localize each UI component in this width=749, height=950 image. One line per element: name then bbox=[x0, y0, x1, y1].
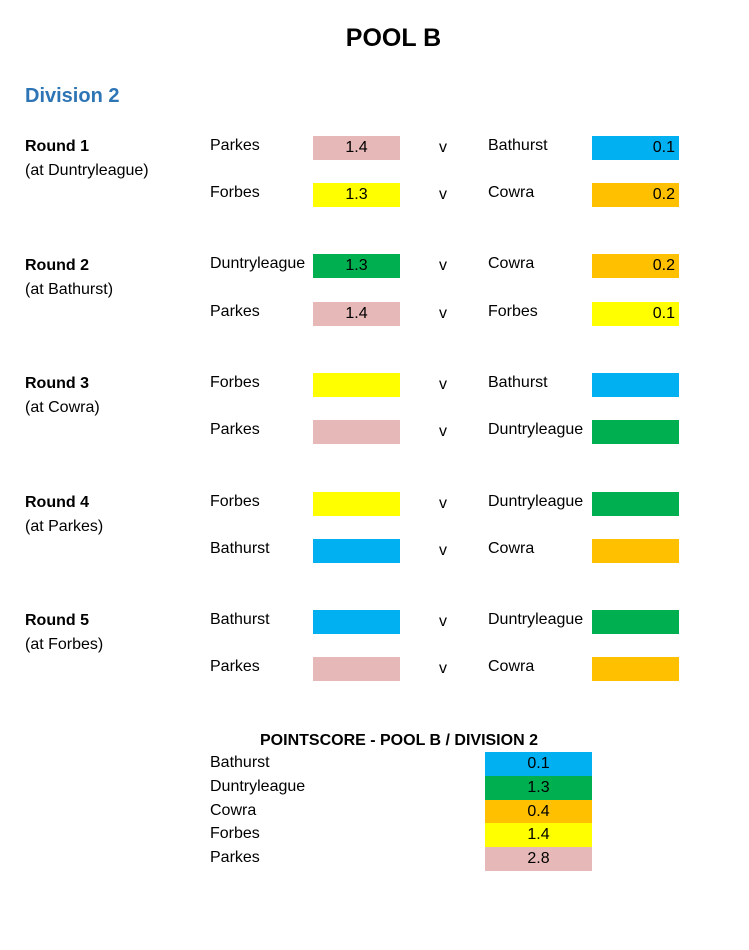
round-location: (at Parkes) bbox=[25, 518, 104, 535]
away-team: Forbes bbox=[488, 303, 538, 320]
away-score bbox=[592, 610, 679, 634]
home-score bbox=[313, 492, 400, 516]
match bbox=[210, 302, 690, 326]
pointscore-row bbox=[210, 776, 595, 800]
home-team: Forbes bbox=[210, 374, 260, 391]
home-score bbox=[313, 420, 400, 444]
away-team: Duntryleague bbox=[488, 611, 584, 628]
versus-label: v bbox=[439, 186, 447, 203]
round-location: (at Forbes) bbox=[25, 636, 104, 653]
versus-label: v bbox=[439, 423, 447, 440]
pointscore-team: Parkes bbox=[210, 849, 260, 866]
home-team: Forbes bbox=[210, 493, 260, 510]
round-2 bbox=[25, 257, 210, 377]
round-location: (at Bathurst) bbox=[25, 281, 114, 298]
round-name: Round 4 bbox=[25, 494, 89, 511]
home-team: Parkes bbox=[210, 421, 260, 438]
pointscore-team: Bathurst bbox=[210, 754, 270, 771]
home-score bbox=[313, 610, 400, 634]
home-score bbox=[313, 373, 400, 397]
home-team: Parkes bbox=[210, 137, 260, 154]
away-score bbox=[592, 420, 679, 444]
pointscore-value: 0.4 bbox=[485, 800, 592, 824]
versus-label: v bbox=[439, 376, 447, 393]
pointscore-row bbox=[210, 847, 595, 871]
pointscore-value: 0.1 bbox=[485, 752, 592, 776]
versus-label: v bbox=[439, 257, 447, 274]
pointscore-row bbox=[210, 800, 595, 824]
page-title: POOL B bbox=[345, 24, 442, 52]
round-location: (at Cowra) bbox=[25, 399, 100, 416]
round-name: Round 1 bbox=[25, 138, 89, 155]
pointscore-team: Cowra bbox=[210, 802, 257, 819]
round-3 bbox=[25, 375, 210, 495]
home-team: Parkes bbox=[210, 303, 260, 320]
away-team: Cowra bbox=[488, 184, 535, 201]
round-4 bbox=[25, 494, 210, 614]
pointscore-value: 1.4 bbox=[485, 823, 592, 847]
versus-label: v bbox=[439, 495, 447, 512]
home-score: 1.4 bbox=[313, 136, 400, 160]
home-team: Bathurst bbox=[210, 611, 270, 628]
away-team: Bathurst bbox=[488, 137, 548, 154]
versus-label: v bbox=[439, 542, 447, 559]
match bbox=[210, 183, 690, 207]
pointscore-team: Duntryleague bbox=[210, 778, 306, 795]
away-team: Cowra bbox=[488, 540, 535, 557]
away-team: Cowra bbox=[488, 255, 535, 272]
away-score bbox=[592, 373, 679, 397]
home-team: Duntryleague bbox=[210, 255, 306, 272]
away-score bbox=[592, 657, 679, 681]
pointscore-title: POINTSCORE - POOL B / DIVISION 2 bbox=[260, 732, 538, 749]
home-team: Forbes bbox=[210, 184, 260, 201]
round-name: Round 2 bbox=[25, 257, 89, 274]
home-score: 1.3 bbox=[313, 183, 400, 207]
away-team: Bathurst bbox=[488, 374, 548, 391]
away-team: Duntryleague bbox=[488, 493, 584, 510]
versus-label: v bbox=[439, 305, 447, 322]
home-score bbox=[313, 539, 400, 563]
away-team: Duntryleague bbox=[488, 421, 584, 438]
away-team: Cowra bbox=[488, 658, 535, 675]
home-score: 1.3 bbox=[313, 254, 400, 278]
away-score: 0.1 bbox=[592, 136, 679, 160]
home-score bbox=[313, 657, 400, 681]
round-name: Round 5 bbox=[25, 612, 89, 629]
pointscore-row bbox=[210, 823, 595, 847]
match bbox=[210, 420, 690, 444]
away-score: 0.2 bbox=[592, 254, 679, 278]
pointscore-value: 1.3 bbox=[485, 776, 592, 800]
versus-label: v bbox=[439, 660, 447, 677]
match bbox=[210, 492, 690, 516]
versus-label: v bbox=[439, 139, 447, 156]
away-score: 0.1 bbox=[592, 302, 679, 326]
match bbox=[210, 136, 690, 160]
pointscore-value: 2.8 bbox=[485, 847, 592, 871]
away-score bbox=[592, 539, 679, 563]
match bbox=[210, 539, 690, 563]
round-5 bbox=[25, 612, 210, 732]
round-1 bbox=[25, 138, 210, 258]
away-score bbox=[592, 492, 679, 516]
home-team: Parkes bbox=[210, 658, 260, 675]
match bbox=[210, 657, 690, 681]
versus-label: v bbox=[439, 613, 447, 630]
pointscore-team: Forbes bbox=[210, 825, 260, 842]
round-name: Round 3 bbox=[25, 375, 89, 392]
home-team: Bathurst bbox=[210, 540, 270, 557]
match bbox=[210, 254, 690, 278]
home-score: 1.4 bbox=[313, 302, 400, 326]
round-location: (at Duntryleague) bbox=[25, 162, 149, 179]
division-heading: Division 2 bbox=[25, 85, 120, 107]
match bbox=[210, 610, 690, 634]
match bbox=[210, 373, 690, 397]
pointscore-row bbox=[210, 752, 595, 776]
away-score: 0.2 bbox=[592, 183, 679, 207]
